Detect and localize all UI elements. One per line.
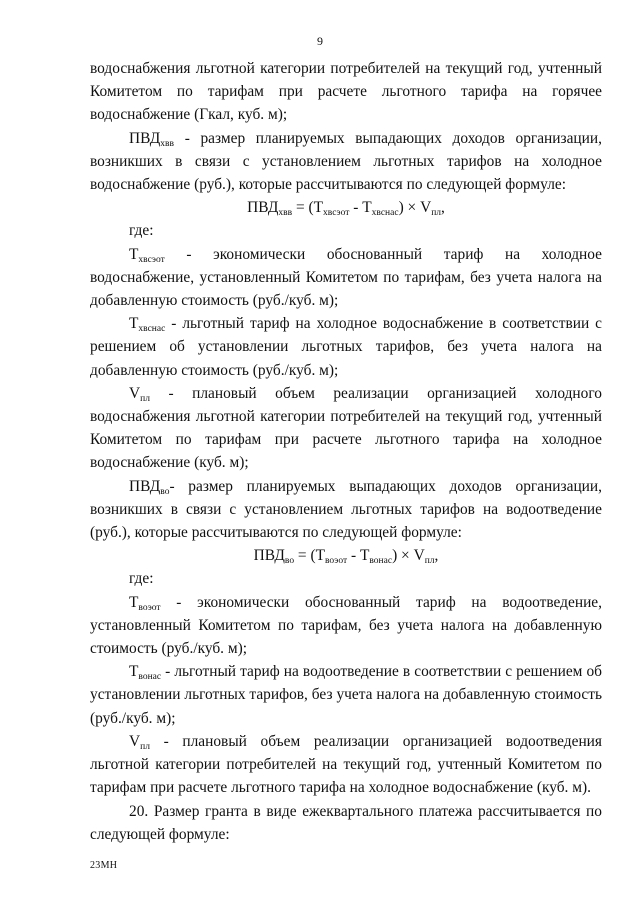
definition-pvd-vo	[90, 475, 602, 545]
formula-part: = (Т	[292, 199, 324, 217]
formula-lhs-subscript: хвв	[278, 208, 293, 219]
formula-lhs-subscript: во	[284, 556, 295, 567]
clause-20: 20. Размер гранта в виде ежеквартального платежа рассчитывается по следующей формуле:	[90, 802, 602, 843]
formula-subscript: хвсэот	[323, 208, 350, 219]
definition-t-vonas	[90, 660, 602, 730]
definition-text: - экономически обоснованный тариф на холодное водоснабжение, установленный Комитетом по тарифам, без учета налога на добавленную стоимость (руб./куб. м);	[90, 245, 602, 310]
formula-lhs: ПВД	[253, 547, 285, 565]
page-number: 9	[317, 34, 323, 48]
definition-t-voeot	[90, 591, 602, 661]
term: ПВД	[129, 129, 161, 147]
term: Т	[129, 315, 139, 333]
formula-part: ) × V	[392, 547, 425, 565]
definition-v-pl-hvs	[90, 382, 602, 475]
formula-pvd-vo	[90, 544, 602, 567]
definition-text: - экономически обоснованный тариф на водоотведение, установленный Комитетом по тарифам, без учета налога на добавленную стоимость (руб./куб. м);	[90, 593, 602, 658]
formula-part: ,	[441, 199, 445, 217]
formula-subscript: пл	[431, 208, 442, 219]
term-subscript: пл	[140, 393, 150, 404]
definition-t-hvsnas	[90, 312, 602, 382]
term-subscript: пл	[140, 741, 150, 752]
paragraph-continuation: водоснабжения льготной категории потребителей на текущий год, учтенный Комитетом по тарифам при расчете льготного тарифа на горячее водоснабжение (Гкал, куб. м);	[90, 60, 602, 124]
term: Т	[129, 593, 139, 611]
formula-pvd-hvv	[90, 196, 602, 219]
term: V	[129, 384, 141, 402]
term-subscript: во	[160, 486, 170, 497]
term-subscript: вонас	[138, 672, 162, 683]
document-body	[90, 57, 602, 846]
formula-subscript: пл	[424, 556, 435, 567]
where-label: где:	[129, 222, 154, 240]
definition-text: - плановый объем реализации организацией водоотведения льготной категории потребителей на текущий год, учтенный Комитетом по тарифам при расчете льготного тарифа на холодное водоснабжение (куб. м).	[90, 732, 602, 797]
term: Т	[129, 245, 139, 263]
term-subscript: хвснас	[138, 324, 166, 335]
formula-part: = (Т	[294, 547, 325, 565]
formula-subscript: хвснас	[371, 208, 399, 219]
term: Т	[129, 663, 139, 681]
definition-text: - размер планируемых выпадающих доходов организации, возникших в связи с установлением льготных тарифов на холодное водоснабжение (руб.), которые рассчитываются по следующей формуле:	[90, 129, 602, 194]
where-label: где:	[129, 570, 154, 588]
definition-text: - плановый объем реализации организацией холодного водоснабжения льготной категории потребителей на текущий год, учтенный Комитетом по тарифам при расчете льготного тарифа на холодное водоснабжение (куб. м);	[90, 384, 602, 472]
document-code: 23МН	[90, 860, 118, 871]
term-subscript: хвв	[160, 138, 175, 149]
definition-text: - льготный тариф на водоотведение в соответствии с решением об установлении льготных тарифов, без учета налога на добавленную стоимость (руб./куб. м);	[90, 663, 602, 727]
formula-part: ,	[434, 547, 439, 565]
formula-subscript: воэот	[324, 556, 348, 567]
formula-part: - Т	[349, 199, 372, 217]
formula-part: ) × V	[398, 199, 432, 217]
term-subscript: воэот	[138, 602, 161, 613]
term: V	[129, 732, 141, 750]
definition-text: - льготный тариф на холодное водоснабжение в соответствии с решением об установлении льготных тарифов, без учета налога на добавленную стоимость (руб./куб. м);	[90, 315, 602, 379]
formula-lhs: ПВД	[247, 199, 279, 217]
definition-v-pl-vo	[90, 730, 602, 800]
term: ПВД	[129, 477, 161, 495]
definition-text: - размер планируемых выпадающих доходов организации, возникших в связи с установлением льготных тарифов на водоотведение (руб.), которые рассчитываются по следующей формуле:	[90, 477, 602, 542]
formula-subscript: вонас	[369, 556, 393, 567]
definition-pvd-hvv	[90, 127, 602, 197]
definition-t-hvseot	[90, 243, 602, 313]
term-subscript: хвсэот	[138, 254, 165, 265]
formula-part: - Т	[347, 547, 370, 565]
